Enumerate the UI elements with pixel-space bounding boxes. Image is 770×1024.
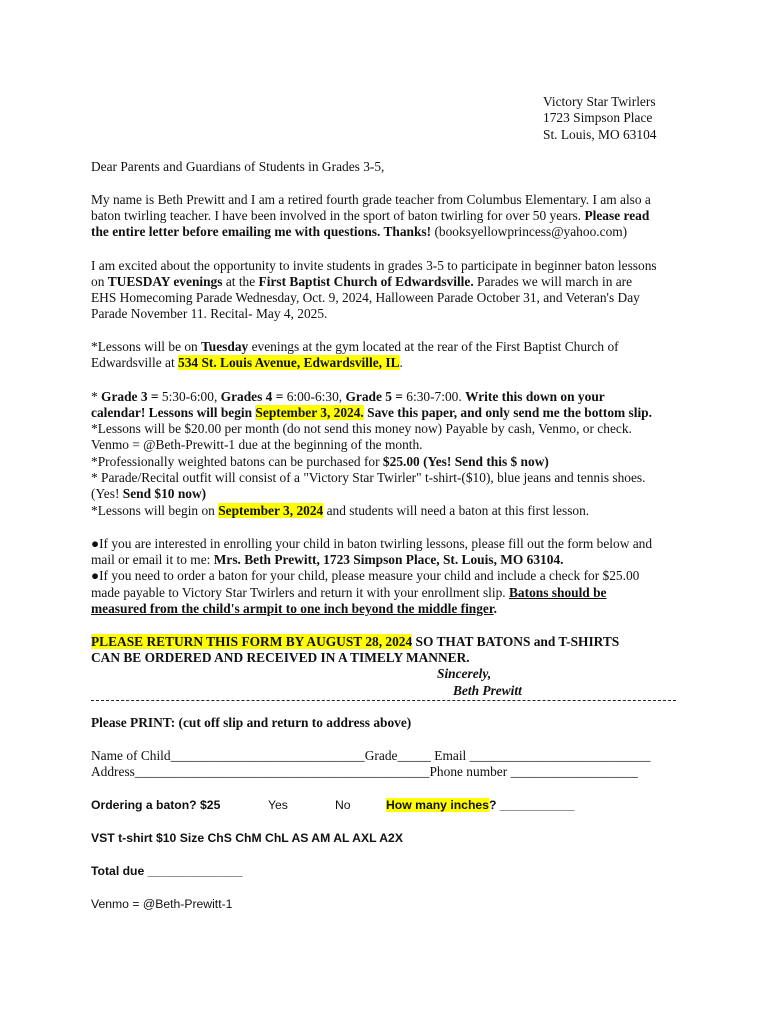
closing-signature <box>453 683 522 699</box>
sender-name: Victory Star Twirlers <box>543 94 656 109</box>
form-instructions-text: Please PRINT: (cut off slip and return to address above) <box>91 715 412 730</box>
outfit-emphasis: Send $10 now) <box>122 486 207 501</box>
location-line-1 <box>91 339 619 355</box>
invite-line-3: EHS Homecoming Parade Wednesday, Oct. 9, 2024, Halloween Parade October 31, and Veteran's Day <box>91 290 640 305</box>
schedule-line-2 <box>91 405 652 421</box>
enroll-text: made payable to Victory Star Twirlers and return it with your enrollment slip. <box>91 585 509 600</box>
baton-price-emphasis: $25.00 (Yes! Send this $ now) <box>382 454 549 469</box>
mailing-address: Mrs. Beth Prewitt, 1723 Simpson Place, St. Louis, MO 63104. <box>213 552 564 567</box>
schedule-emphasis: Save this paper, and only send me the bottom slip. <box>363 405 652 420</box>
fee-line: *Lessons will be $20.00 per month (do not send this money now) Payable by cash, Venmo, or check. <box>91 421 632 436</box>
address-info-line: Address____________________________________________Phone number ___________________ <box>91 764 638 779</box>
enroll-line-3: ●If you need to order a baton for your child, please measure your child and include a check for $25.00 <box>91 568 640 583</box>
inches-label-highlight: How many inches <box>386 798 489 812</box>
schedule-line-1 <box>91 389 605 405</box>
location-text: *Lessons will be on <box>91 339 202 354</box>
schedule-time: 6:00-6:30, <box>286 389 346 404</box>
baton-order-line <box>91 797 220 813</box>
baton-yes-option: Yes <box>268 798 288 812</box>
measure-period: . <box>493 601 497 616</box>
total-due-label: Total due ______________ <box>91 864 243 878</box>
location-line-2 <box>91 355 403 371</box>
outfit-text: (Yes! <box>91 486 123 501</box>
cut-line-divider <box>91 700 676 701</box>
venmo-line: Venmo = @Beth-Prewitt-1 due at the beginning of the month. <box>91 437 423 452</box>
schedule-grade: Grade 5 = <box>345 389 407 404</box>
schedule-grade: Grade 3 = <box>101 389 162 404</box>
closing-text: Sincerely, <box>437 666 492 681</box>
intro-line-3 <box>91 224 627 240</box>
invite-line-4: Parade November 11. Recital- May 4, 2025. <box>91 306 328 321</box>
tshirt-size-line <box>91 830 403 846</box>
inches-blank: ? ___________ <box>488 798 575 812</box>
outfit-line: * Parade/Recital outfit will consist of a "Victory Star Twirler" t-shirt-($10), blue jeans and tennis shoes. <box>91 470 646 485</box>
sender-street: 1723 Simpson Place <box>543 110 653 125</box>
baton-no-option: No <box>335 798 351 812</box>
location-text: . <box>399 355 403 370</box>
signature-name: Beth Prewitt <box>453 683 522 698</box>
intro-emphasis: Please read <box>584 208 650 223</box>
baton-order-label: Ordering a baton? $25 <box>91 798 221 812</box>
closing-sincerely <box>437 666 491 682</box>
enroll-line-5 <box>91 601 497 617</box>
location-text: evenings at the gym located at the rear of the First Baptist Church of <box>248 339 619 354</box>
intro-line-2 <box>91 208 649 224</box>
form-instructions <box>91 715 411 731</box>
intro-text: baton twirling teacher. I have been involved in the sport of baton twirling for over 50 years. <box>91 208 585 223</box>
schedule-grade: Grades 4 = <box>220 389 287 404</box>
deadline-text: CAN BE ORDERED AND RECEIVED IN A TIMELY MANNER. <box>91 650 470 665</box>
invite-line-2 <box>91 274 632 290</box>
start-date-highlight: September 3, 2024. <box>255 405 364 420</box>
baton-price-line <box>91 454 549 470</box>
greeting: Dear Parents and Guardians of Students in Grades 3-5, <box>91 159 385 174</box>
location-day: Tuesday <box>201 339 249 354</box>
invite-day: TUESDAY evenings <box>107 274 223 289</box>
schedule-text: * <box>91 389 102 404</box>
intro-line-1: My name is Beth Prewitt and I am a retired fourth grade teacher from Columbus Elementary. I am also a <box>91 192 651 207</box>
total-due-line <box>91 863 243 879</box>
invite-text: at the <box>222 274 259 289</box>
venmo-footer: Venmo = @Beth-Prewitt-1 <box>91 897 233 911</box>
enroll-line-4 <box>91 585 607 601</box>
deadline-line-2 <box>91 650 470 666</box>
deadline-text: SO THAT BATONS and T-SHIRTS <box>412 634 620 649</box>
first-lesson-text: and students will need a baton at this first lesson. <box>323 503 590 518</box>
enroll-text: mail or email it to me: <box>91 552 214 567</box>
outfit-payment-line <box>91 486 206 502</box>
schedule-time: 6:30-7:00. <box>406 389 466 404</box>
enroll-line-2 <box>91 552 564 568</box>
invite-church: First Baptist Church of Edwardsville. <box>258 274 474 289</box>
measure-emphasis: measured from the child's armpit to one inch beyond the middle finger <box>91 601 494 616</box>
first-lesson-date-highlight: September 3, 2024 <box>218 503 324 518</box>
enroll-line-1: ●If you are interested in enrolling your child in baton twirling lessons, please fill out the form below and <box>91 536 653 551</box>
first-lesson-text: *Lessons will begin on <box>91 503 219 518</box>
child-info-line: Name of Child_____________________________Grade_____ Email ___________________________ <box>91 748 651 763</box>
measure-emphasis: Batons should be <box>509 585 607 600</box>
tshirt-size-options: VST t-shirt $10 Size ChS ChM ChL AS AM AL AXL A2X <box>91 831 403 845</box>
inches-field <box>386 797 574 813</box>
intro-emphasis: the entire letter before emailing me with questions. Thanks! <box>91 224 432 239</box>
baton-price-text: *Professionally weighted batons can be purchased for <box>91 454 383 469</box>
invite-text: Parades we will march in are <box>473 274 633 289</box>
deadline-highlight: PLEASE RETURN THIS FORM BY AUGUST 28, 2024 <box>91 634 413 649</box>
schedule-emphasis: calendar! Lessons will begin <box>91 405 256 420</box>
schedule-emphasis: Write this down on your <box>465 389 605 404</box>
invite-text: on <box>91 274 108 289</box>
deadline-line-1 <box>91 634 619 650</box>
invite-line-1: I am excited about the opportunity to invite students in grades 3-5 to participate in beginner baton lessons <box>91 258 657 273</box>
location-text: Edwardsville at <box>91 355 179 370</box>
location-address-highlight: 534 St. Louis Avenue, Edwardsville, IL <box>178 355 400 370</box>
contact-email: (booksyellowprincess@yahoo.com) <box>431 224 628 239</box>
first-lesson-line <box>91 503 589 519</box>
sender-city: St. Louis, MO 63104 <box>543 127 657 142</box>
schedule-time: 5:30-6:00, <box>161 389 221 404</box>
